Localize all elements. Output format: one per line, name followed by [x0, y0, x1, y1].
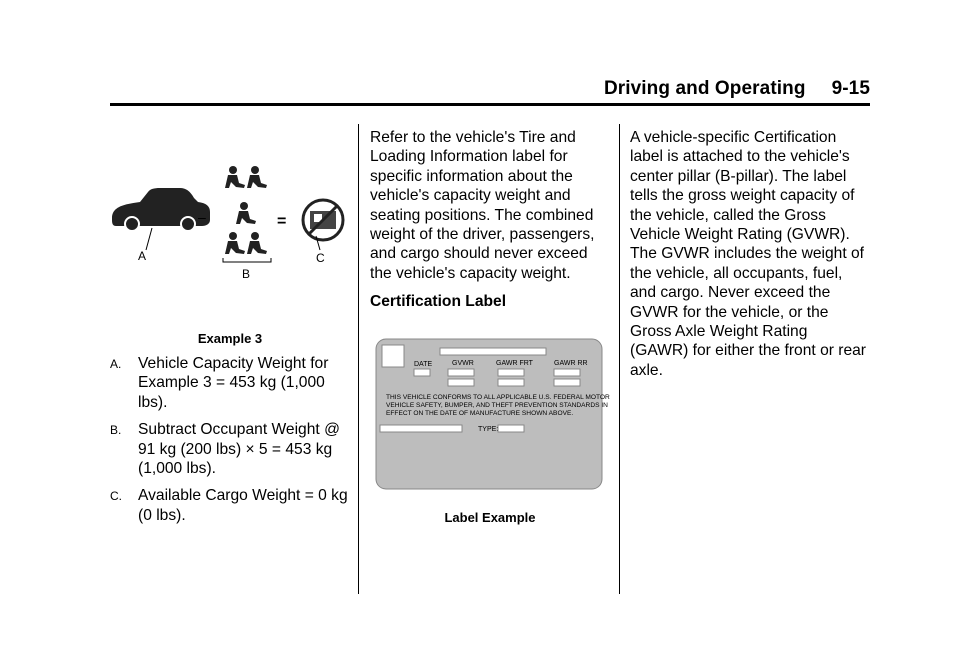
page-number: 9-15 — [831, 78, 870, 99]
column-2 — [370, 128, 610, 525]
occupant-icon — [225, 232, 245, 254]
seated-occupant-icons — [225, 166, 267, 254]
label-line-3: EFFECT ON THE DATE OF MANUFACTURE SHOWN ABOVE. — [386, 410, 574, 418]
column-divider-2 — [619, 124, 620, 594]
occupant-icon — [225, 166, 245, 188]
occupant-icon — [247, 232, 267, 254]
page-header — [110, 78, 870, 104]
occupant-icon — [247, 166, 267, 188]
list-letter: C. — [110, 489, 122, 504]
list-letter: A. — [110, 357, 122, 371]
list-item — [110, 420, 350, 478]
section-title: Driving and Operating — [603, 78, 806, 99]
list-text: Available Cargo Weight = 0 kg (0 lbs). — [138, 487, 348, 524]
label-date: DATE — [414, 361, 433, 369]
callout-list — [110, 354, 350, 525]
label-gawr-rr: GAWR RR — [554, 360, 588, 368]
certification-label-figure — [370, 321, 610, 501]
paragraph: A vehicle-specific Certification label is attached to the vehicle's center pillar (B-pillar). The label tells the gross weight capacity of the vehicle, called the Gross Vehicle Weight Rating (GVWR). The GVWR includes the weight of the vehicle, all occupants, fuel, and cargo. Never exceed the GVWR for the vehicle, or the Gross Axle Weight Rating (GAWR) for either the front or rear axle. — [630, 129, 866, 379]
figure-caption: Example 3 — [197, 331, 263, 346]
list-item — [110, 354, 350, 412]
no-cargo-icon — [303, 200, 343, 250]
header-rule — [110, 103, 870, 106]
label-gawr-frt: GAWR FRT — [496, 360, 533, 368]
column-3 — [630, 128, 870, 380]
list-text: Subtract Occupant Weight @ 91 kg (200 lbs) × 5 = 453 kg (1,000 lbs). — [138, 421, 340, 478]
bracket — [223, 258, 271, 262]
label-gvwr: GVWR — [452, 360, 474, 368]
equals-sign: = — [277, 213, 287, 230]
figure-caption: Label Example — [444, 510, 536, 526]
column-divider-1 — [358, 124, 359, 594]
paragraph: Refer to the vehicle's Tire and Loading Information label for specific information about the vehicle's capacity weight and seating positions. The combined weight of the driver, passengers, and cargo should never exceed the vehicle's capacity weight. — [370, 129, 595, 282]
column-1 — [110, 118, 350, 533]
occupant-icon — [236, 202, 256, 224]
minus-sign: – — [198, 209, 206, 225]
label-type: TYPE: — [478, 426, 499, 434]
callout-a: A — [138, 249, 147, 263]
header-text — [604, 78, 870, 100]
callout-b: B — [242, 267, 251, 281]
list-letter: B. — [110, 423, 122, 438]
list-text: Vehicle Capacity Weight for Example 3 = 453 kg (1,000 lbs). — [138, 355, 329, 411]
label-line-2: VEHICLE SAFETY, BUMPER, AND THEFT PREVENTION STANDARDS IN — [386, 402, 608, 410]
example-3-figure — [110, 118, 350, 313]
list-item — [110, 486, 350, 525]
car-icon — [112, 188, 210, 250]
label-line-1: THIS VEHICLE CONFORMS TO ALL APPLICABLE U.S. FEDERAL MOTOR — [386, 394, 610, 402]
section-heading: Certification Label — [370, 293, 507, 311]
callout-c: C — [316, 251, 325, 265]
